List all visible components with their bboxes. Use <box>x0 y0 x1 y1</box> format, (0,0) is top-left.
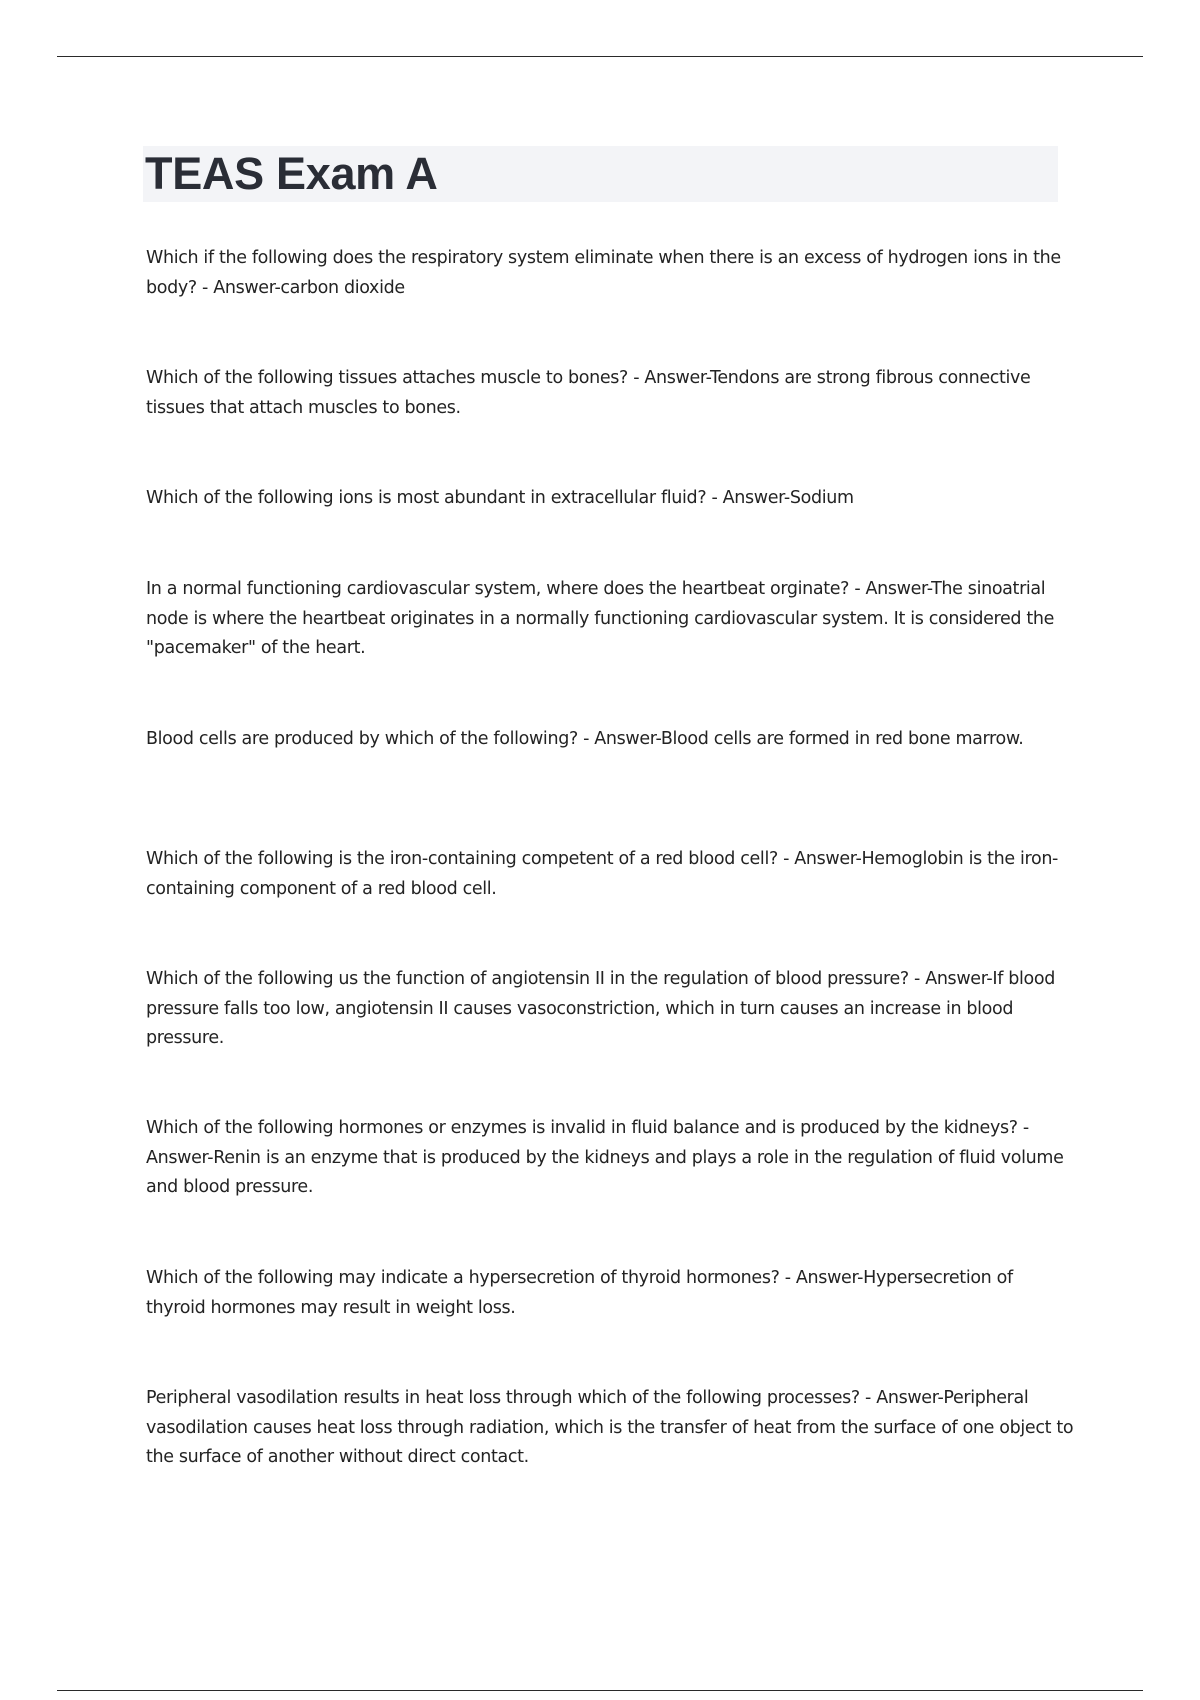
qa-entry: Which of the following tissues attaches muscle to bones? - Answer-Tendons are strong fibrous connective tissues that attach muscles to bones. <box>146 368 1031 418</box>
qa-entry: Which of the following may indicate a hypersecretion of thyroid hormones? - Answer-Hypersecretion of thyroid hormones may result in weight loss. <box>146 1268 1013 1318</box>
qa-entry: Which of the following hormones or enzymes is invalid in fluid balance and is produced by the kidneys? - Answer-Renin is an enzyme that is produced by the kidneys and plays a role in the regulation of fluid volume and blood pressure. <box>146 1118 1064 1197</box>
footer-rule <box>57 1690 1143 1691</box>
qa-entry: Blood cells are produced by which of the following? - Answer-Blood cells are formed in red bone marrow. <box>146 729 1024 749</box>
header-rule <box>57 56 1143 57</box>
qa-entry: Peripheral vasodilation results in heat loss through which of the following processes? - Answer-Peripheral vasodilation causes heat loss through radiation, which is the transfer of heat from the surface of one object to the surface of another without direct contact. <box>146 1388 1074 1467</box>
qa-entry: Which of the following is the iron-containing competent of a red blood cell? - Answer-Hemoglobin is the iron-containing component of a red blood cell. <box>146 849 1059 899</box>
qa-entry: Which of the following us the function of angiotensin II in the regulation of blood pressure? - Answer-If blood pressure falls too low, angiotensin II causes vasoconstriction, which in turn causes an increase in blood pressure. <box>146 969 1055 1048</box>
qa-entry: Which if the following does the respiratory system eliminate when there is an excess of hydrogen ions in the body? - Answer-carbon dioxide <box>146 248 1061 298</box>
qa-entry: In a normal functioning cardiovascular system, where does the heartbeat orginate? - Answer-The sinoatrial node is where the heartbeat originates in a normally functioning cardiovascular system. It is considered the "pacemaker" of the heart. <box>146 579 1055 658</box>
qa-entry: Which of the following ions is most abundant in extracellular fluid? - Answer-Sodium <box>146 488 854 508</box>
document-title: TEAS Exam A <box>145 148 438 199</box>
